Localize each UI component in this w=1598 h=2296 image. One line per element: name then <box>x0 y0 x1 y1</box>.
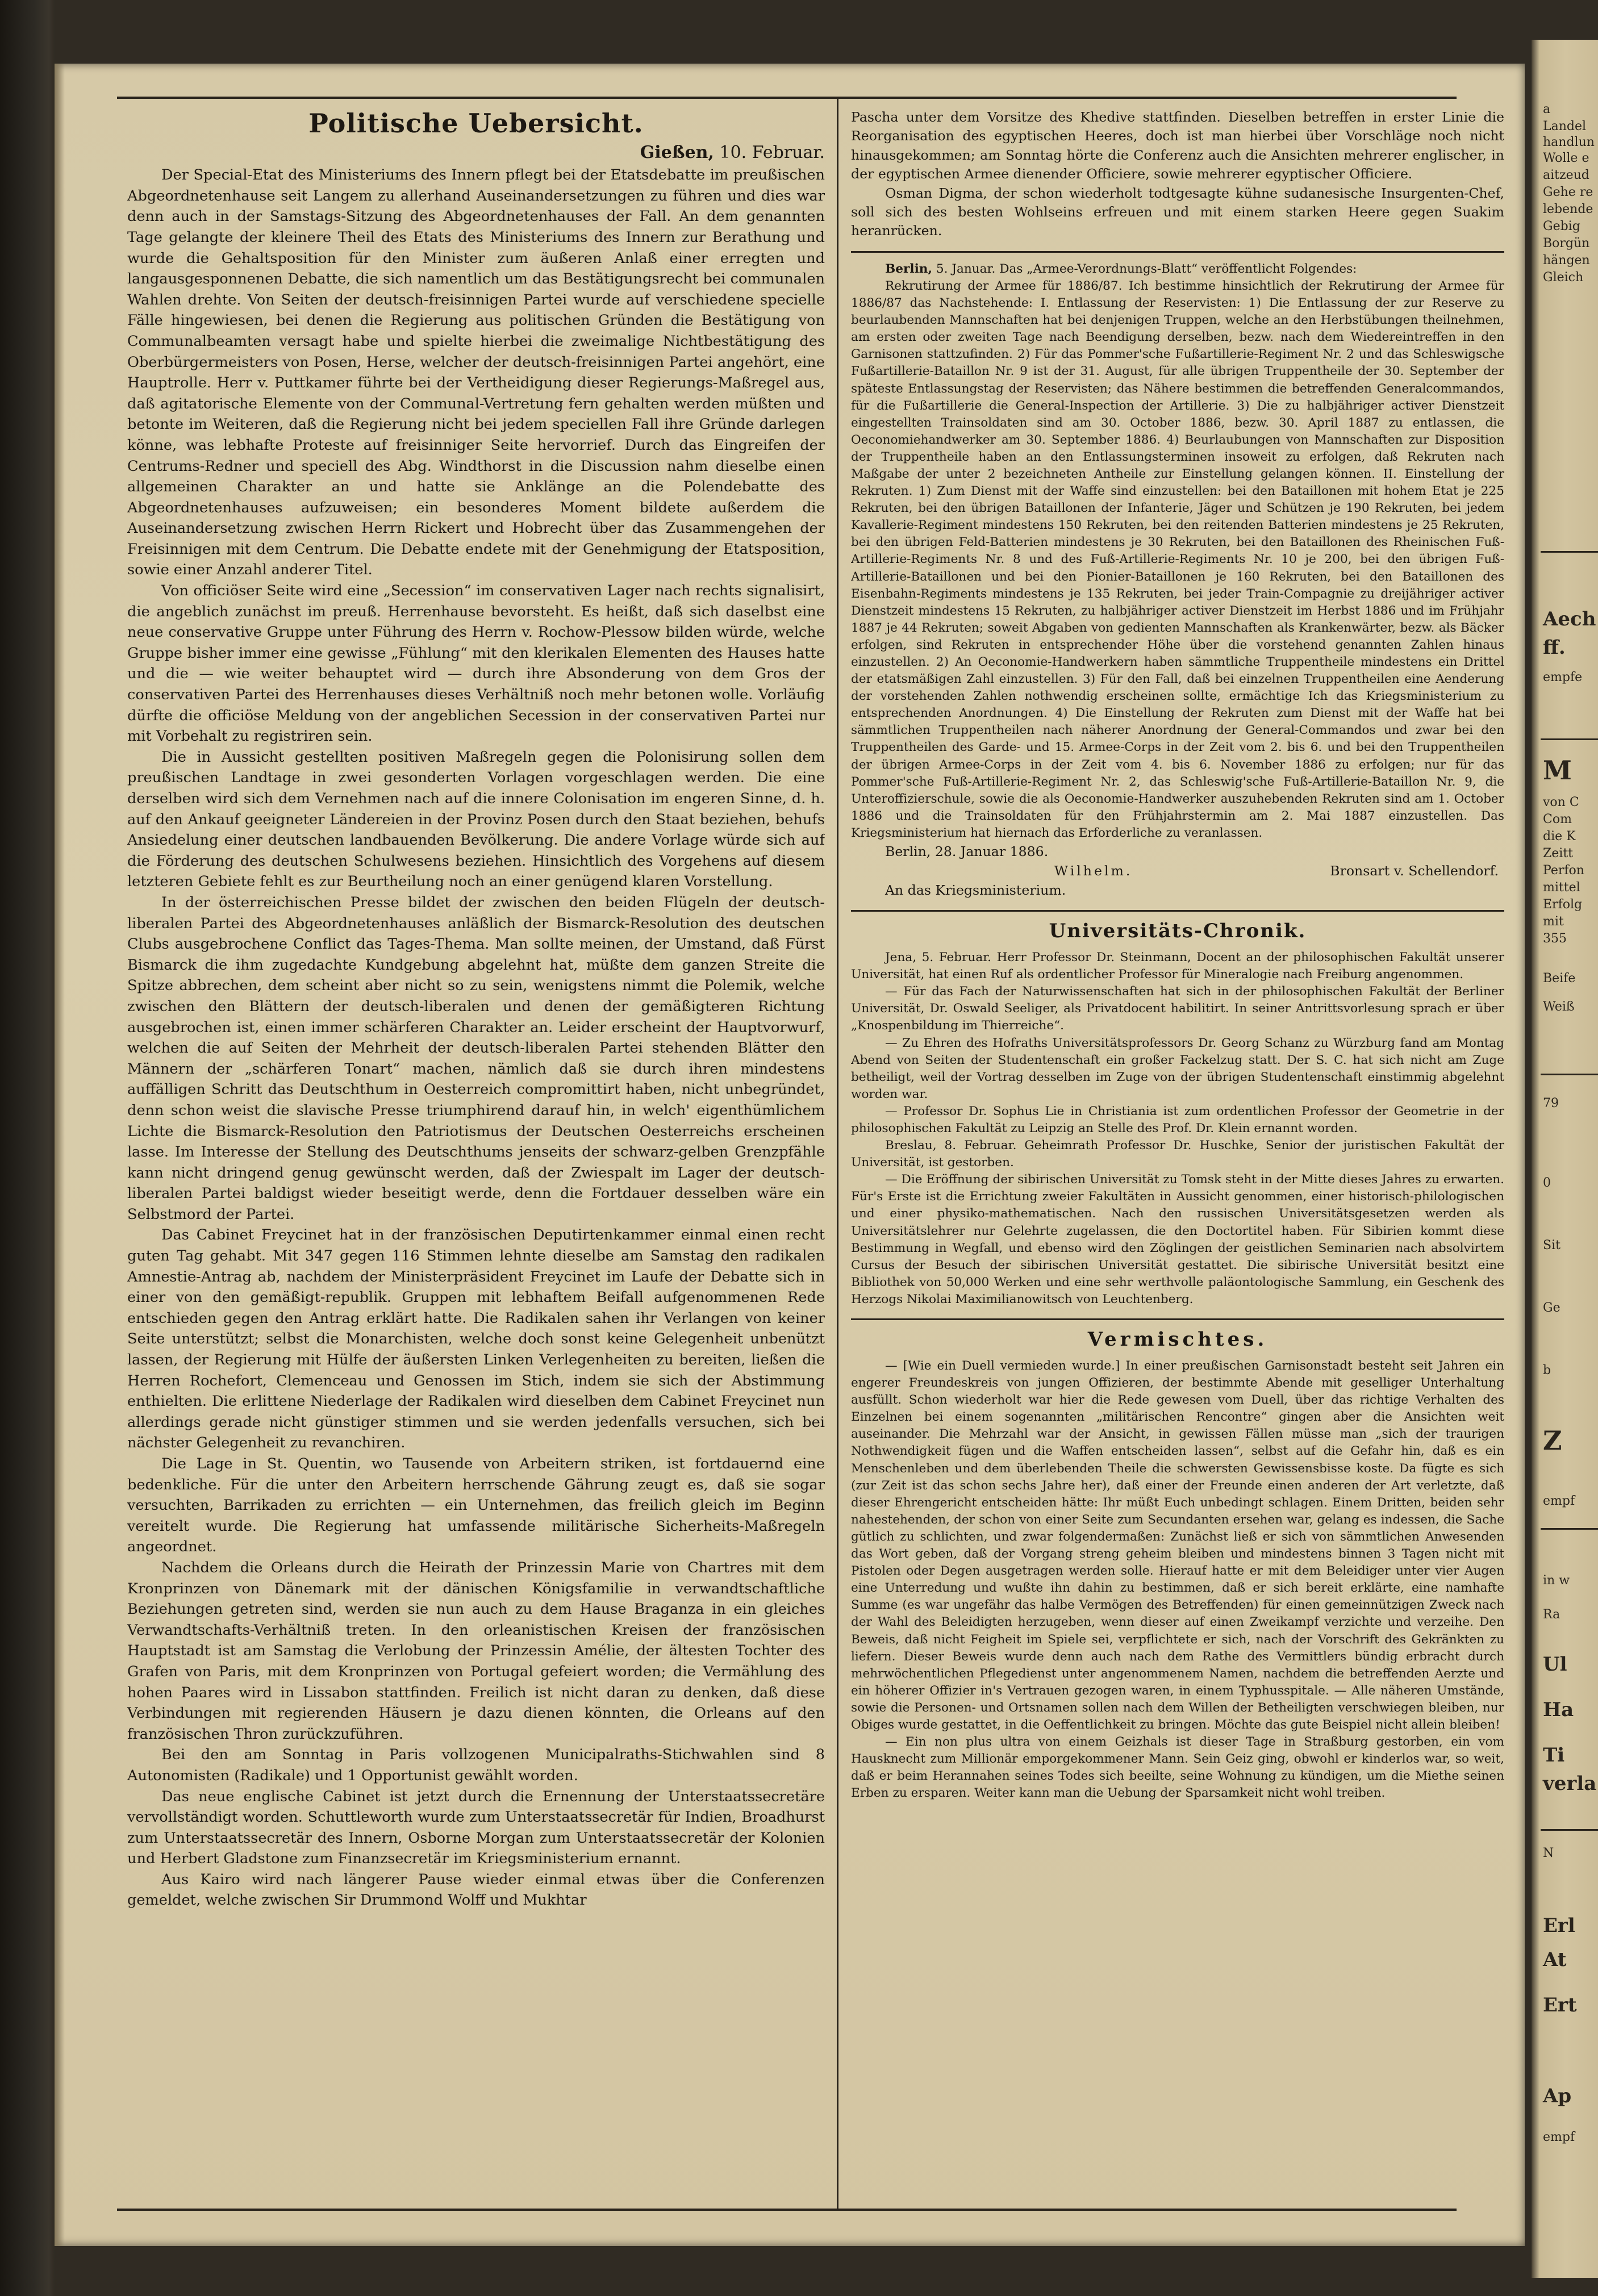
adjacent-page-fragment: empf <box>1543 1494 1575 1508</box>
adjacent-page-fragment: aitzeud <box>1543 168 1589 182</box>
top-rule <box>117 97 1457 99</box>
chronik-paragraph: — Für das Fach der Naturwissenschaften hat sich in der philosophischen Fakultät der Berliner Universität, Dr. Oswald Seeliger, als Privatdocent habilitirt. In seiner Antrittsvorlesung sprach er über „Knospenbildung im Thierreiche“. <box>851 984 1504 1033</box>
article-paragraph: Osman Digma, der schon wiederholt todtgesagte kühne sudanesische Insurgenten-Chef, soll sich des besten Wohlseins erfreuen und mit einem starken Heere gegen Suakim heranrücken. <box>851 185 1504 239</box>
adjacent-page-fragment: verla <box>1543 1772 1597 1795</box>
adjacent-page-fragment: M <box>1543 755 1572 786</box>
adjacent-page-rule <box>1541 1528 1598 1530</box>
adjacent-page-fragment: 79 <box>1543 1096 1559 1111</box>
adjacent-page-fragment: N <box>1543 1846 1554 1860</box>
dateline <box>127 143 825 162</box>
adjacent-page-rule <box>1541 1829 1598 1831</box>
decree-signature-emperor: Wilhelm. <box>1054 863 1133 879</box>
decree-place-date: Berlin, 28. Januar 1886. <box>885 844 1049 860</box>
adjacent-page-fragment: Z <box>1543 1425 1562 1456</box>
adjacent-page-fragment: lebende <box>1543 202 1593 216</box>
vermischtes-paragraph: — [Wie ein Duell vermieden wurde.] In einer preußischen Garnisonstadt besteht seit Jahren ein engerer Freundeskreis von jungen Offizieren, der bestimmte Abende mit geselliger Unterhaltung ausfüllt. Schon wiederholt war hier die Rede gewesen vom Duell, über das richtige Verhalten des Einzelnen bei einem sogenannten „militärischen Rencontre“ gingen aber die Ansichten weit auseinander. Die Mehrzahl war der Ansicht, in gewissen Fällen müsse man „sich der traurigen Nothwendigkeit fügen und die Waffen entscheiden lassen“, selbst auf die Gefahr hin, daß es ein Menschenleben und dem überlebenden Theile die schwersten Gewissensbisse koste. Da fügte es sich (zur Zeit ist das schon sechs Jahre her), daß einer der Freunde einen anderen der Art verletzte, daß dieser Ehrengericht entscheiden hätte: Ihr müßt Euch unbedingt schlagen. Einem Dritten, beiden sehr nahestehenden, der schon von einer Seite zum Secundanten ersehen war, gelang es indessen, die Sache gütlich zu schlichten, und zwar folgendermaßen: Zunächst ließ er sich von sämmtlichen Anwesenden das Wort geben, daß der Vorgang streng geheim bleiben und mindestens binnen 3 Tagen nicht mit Pistolen oder Degen ausgetragen werden solle. Hierauf hatte er mit dem Beleidiger unter vier Augen eine Unterredung und wußte ihn dahin zu bestimmen, daß er sich bereit erklärte, eine namhafte Summe (es war ungefähr das halbe Vermögen des Betreffenden) für einen gemeinnützigen Zweck nach der Wahl des Beleidigten herzugeben, wenn dieser auf einen Zweikampf verzichte und verzeihe. Den Beweis, daß nicht Feigheit im Spiele sei, verpflichtete er sich, nach der Vorschrift des Gekränkten zu liefern. Dieser Beweis wurde denn auch nach dem Rathe des Vermittlers bündig erbracht durch mehrwöchentlichen Pflegedienst unter angenommenem Namen, nachdem die betreffenden Aerzte und ein höherer Offizier in's Vertrauen gezogen waren, in einem Typhusspitale. — Alle näheren Umstände, sowie die Personen- und Ortsnamen sollen nach dem Willen der Betheiligten verschwiegen bleiben, nur Obiges wurde gestattet, in die Oeffentlichkeit zu bringen. Möchte das gute Beispiel nicht allein bleiben! <box>851 1359 1504 1732</box>
adjacent-page-fragment: von C <box>1543 795 1579 809</box>
article-paragraph: Die in Aussicht gestellten positiven Maßregeln gegen die Polonisirung sollen dem preußischen Landtage in zwei gesonderten Vorlagen vorgeschlagen werden. Die eine derselben wird sich dem Vernehmen nach auf die innere Colonisation im engeren Sinne, d. h. auf den Ankauf geeigneter Ländereien in der Provinz Posen durch den Staat beziehen, behufs Ansiedelung einer deutschen landbauenden Bevölkerung. Die andere Vorlage würde sich auf die Förderung des deutschen Schulwesens beziehen. Hinsichtlich des Vorgehens auf diesem letzteren Gebiete fehlt es zur Beurtheilung noch an einer genügend klaren Vorstellung. <box>127 748 825 891</box>
section-separator <box>851 251 1504 253</box>
article-paragraph: Nachdem die Orleans durch die Heirath der Prinzessin Marie von Chartres mit dem Kronprinzen von Dänemark mit der dänischen Königsfamilie in verwandtschaftliche Beziehungen getreten sind, werden sie nun auch zu dem Hause Braganza in ein gleiches Verwandtschafts-Verhältniß treten. In den orleanistischen Kreisen der französischen Hauptstadt ist am Samstag die Verlobung der Prinzessin Amélie, der ältesten Tochter des Grafen von Paris, mit dem Kronprinzen von Portugal gefeiert worden; die Vermählung des hohen Paares wird in Lissabon stattfinden. Freilich ist nicht daran zu denken, daß diese Verbindungen mit regierenden Häusern je dazu dienen könnten, die Orleans auf den französischen Thron zurückzuführen. <box>127 1559 825 1743</box>
adjacent-page-fragment: Erfolg <box>1543 897 1583 912</box>
chronik-paragraph: Jena, 5. Februar. Herr Professor Dr. Steinmann, Docent an der philosophischen Fakultät unserer Universität, hat einen Ruf als ordentlicher Professor für Mineralogie nach Freiburg angenommen. <box>851 950 1504 982</box>
adjacent-page-fragment: Gehe re <box>1543 185 1593 199</box>
adjacent-page-fragment: Wolle e <box>1543 151 1589 165</box>
adjacent-page-fragment: Sit <box>1543 1238 1561 1253</box>
chronik-paragraph: — Die Eröffnung der sibirischen Universität zu Tomsk steht in der Mitte dieses Jahres zu erwarten. Für's Erste ist die Errichtung zweier Fakultäten in Aussicht genommen, einer historisch-philologischen und einer physiko-mathematischen. Nach den russischen Universitätsgesetzen werden als Universitätslehrer nur Gelehrte zugelassen, die den Doctortitel haben. Für Sibirien kommt diese Bestimmung in Wegfall, und ebenso wird den Zöglingen der geistlichen Seminarien nach absolvirtem Cursus der Besuch der sibirischen Universität gestattet. Die sibirische Universität besitzt eine Bibliothek von 50,000 Werken und eine sehr werthvolle paläontologische Sammlung, ein Geschenk des Herzogs Nikolai Maximilianowitsch von Leuchtenberg. <box>851 1172 1504 1306</box>
article-paragraph: Das neue englische Cabinet ist jetzt durch die Ernennung der Unterstaatssecretäre vervollständigt worden. Schuttleworth wurde zum Unterstaatssecretär für Indien, Broadhurst zum Unterstaatssecretär des Innern, Osborne Morgan zum Unterstaatssecretär der Kolonien und Herbert Gladstone zum Finanzsecretär im Kriegsministerium ernannt. <box>127 1788 825 1868</box>
chronik-paragraph: — Zu Ehren des Hofraths Universitätsprofessors Dr. Georg Schanz zu Würzburg fand am Montag Abend von Seiten der Studentenschaft ein großer Fackelzug statt. Der S. C. hat sich nicht am Zuge betheiligt, weil der Vortrag desselben im Zuge von der übrigen Studentenschaft einstimmig abgelehnt worden war. <box>851 1036 1504 1101</box>
article-paragraph: Aus Kairo wird nach längerer Pause wieder einmal etwas über die Conferenzen gemeldet, welche zwischen Sir Drummond Wolff und Mukhtar <box>127 1871 825 1909</box>
article-paragraph: Das Cabinet Freycinet hat in der französischen Deputirtenkammer einmal einen recht guten Tag gehabt. Mit 347 gegen 116 Stimmen lehnte dieselbe am Samstag den radikalen Amnestie-Antrag ab, nachdem der Ministerpräsident Freycinet im Laufe der Debatte sich in einer von den gemäßigt-republik. Gruppen mit lebhaftem Beifall aufgenommenen Rede entschieden gegen den Antrag erklärt hatte. Die Radikalen sahen ihr Verlangen von keiner Seite unterstützt; selbst die Monarchisten, welche doch sonst keine Gelegenheit unbenützt lassen, der Regierung mit Hülfe der äußersten Linken Verlegenheiten zu bereiten, ließen die Herren Rochefort, Clemenceau und Genossen im Stich, indem sie sich der Abstimmung enthielten. Die erlittene Niederlage der Radikalen wird dieselben dem Cabinet Freycinet nun allerdings gerade nicht günstiger stimmen und sie werden jedenfalls versuchen, sich bei nächster Gelegenheit zu revanchiren. <box>127 1226 825 1452</box>
decree-addressee: An das Kriegsministerium. <box>885 882 1066 899</box>
newspaper-page <box>55 64 1525 2246</box>
adjacent-page-fragment: At <box>1543 1948 1567 1971</box>
adjacent-page-fragment: Beife <box>1543 971 1576 986</box>
section-separator <box>851 910 1504 912</box>
article-paragraph: In der österreichischen Presse bildet der zwischen den beiden Flügeln der deutsch-liberalen Partei des Abgeordnetenhauses anläßlich der Bismarck-Resolution des deutschen Clubs ausgebrochene Conflict das Tages-Thema. Man sollte meinen, der Umstand, daß Fürst Bismarck die ihm zugedachte Kundgebung abgelehnt hat, müßte dem ganzen Streite die Spitze abbrechen, dem scheint aber nicht so zu sein, wenigstens nimmt die Polemik, welche zwischen den Blättern der deutsch-liberalen und denen der gemäßigteren Richtung ausgebrochen ist, einen immer schärferen Charakter an. Leider erscheint der Hauptvorwurf, welchen die auf Seiten der Mehrheit der deutsch-liberalen Partei stehenden Blätter den Männern der „schärferen Tonart“ machen, nämlich daß sie durch ihren mindestens auffälligen Schritt das Deutschthum in Oesterreich compromittirt haben, nicht unbegründet, denn schon weist die slavische Presse triumphirend darauf hin, in welch' eigenthümlichem Lichte die Bismarck-Resolution den Patriotismus der Deutschen Oesterreichs erscheinen lasse. Im Interesse der Stellung des Deutschthums jenseits der schwarz-gelben Grenzpfähle kann nicht dringend genug gewünscht werden, daß der Zwiespalt im Lager der deutsch-liberalen Partei baldigst wieder beseitigt werde, denn die Fortdauer desselben wäre ein Selbstmord der Partei. <box>127 894 825 1223</box>
adjacent-page-fragment: Ge <box>1543 1301 1561 1315</box>
adjacent-page-fragment: Borgün <box>1543 236 1590 251</box>
adjacent-page-rule <box>1541 738 1598 740</box>
adjacent-page-fragment: handlun <box>1543 135 1595 149</box>
adjacent-page-fragment: mit <box>1543 915 1564 929</box>
column-rule <box>837 97 838 2211</box>
chronik-paragraph: Breslau, 8. Februar. Geheimrath Professor Dr. Huschke, Senior der juristischen Fakultät der Universität, ist gestorben. <box>851 1138 1504 1170</box>
article-continuation: Pascha unter dem Vorsitze des Khedive stattfinden. Dieselben betreffen in erster Linie die Reorganisation des egyptischen Heeres, doch ist man hierbei über Vorschläge noch nicht hinausgekommen; am Sonntag hörte die Conferenz auch die Ansichten mehrerer englischer, in der egyptischen Armee dienender Officiere, sowie mehrerer egyptischer Officiere. <box>851 109 1504 182</box>
section-separator <box>851 1318 1504 1320</box>
chronik-paragraph: — Professor Dr. Sophus Lie in Christiania ist zum ordentlichen Professor der Geometrie in der philosophischen Fakultät zu Leipzig an Stelle des Prof. Dr. Klein ernannt worden. <box>851 1104 1504 1136</box>
adjacent-page-fragment: a <box>1543 102 1551 116</box>
adjacent-page-fragment: Com <box>1543 812 1572 826</box>
adjacent-page-fragment: Ap <box>1543 2085 1572 2107</box>
adjacent-page-fragment: mittel <box>1543 880 1580 895</box>
berlin-intro-text: 5. Januar. Das „Armee-Verordnungs-Blatt“ veröffentlicht Folgendes: <box>936 261 1357 276</box>
adjacent-page-fragment: Landel <box>1543 119 1587 133</box>
adjacent-page-fragment: b <box>1543 1363 1551 1377</box>
adjacent-page-fragment: Perfon <box>1543 863 1584 878</box>
adjacent-page-strip <box>1532 40 1598 2278</box>
adjacent-page-fragment: empfe <box>1543 670 1583 684</box>
berlin-decree: Rekrutirung der Armee für 1886/87. Ich bestimme hinsichtlich der Rekrutirung der Armee für 1886/87 das Nachstehende: I. Entlassung der Reservisten: 1) Die Entlassung der zur Reserve zu beurlaubenden Mannschaften hat bei denjenigen Truppen, welche an den Herbstübungen theilnehmen, am ersten oder zweiten Tage nach Beendigung derselben, bezw. nach dem Wiedereintreffen in den Garnisonen stattzufinden. 2) Für das Pommer'sche Fußartillerie-Regiment Nr. 2 und das Schleswigsche Fußartillerie-Bataillon Nr. 9 ist der 31. August, für alle übrigen Truppentheile der 30. September der späteste Entlassungstag der Reservisten; das Nähere bestimmen die betreffenden Generalcommandos, für die Fußartillerie die General-Inspection der Artillerie. 3) Die zu halbjähriger activer Dienstzeit eingestellten Trainsoldaten sind am 30. October 1886, bezw. 30. April 1887 zu entlassen, die Oeconomiehandwerker am 30. September 1886. 4) Beurlaubungen von Mannschaften zur Disposition der Truppentheile haben an den Entlassungsterminen insoweit zu erfolgen, daß Rekruten nach Maßgabe der unter 2 bezeichneten Antheile zur Einstellung gelangen können. II. Einstellung der Rekruten. 1) Zum Dienst mit der Waffe sind einzustellen: bei den Bataillonen mit hohem Etat je 225 Rekruten, bei den übrigen Bataillonen der Infanterie, Jäger und Schützen je 190 Rekruten, bei jedem Kavallerie-Regiment mindestens 150 Rekruten, bei den reitenden Batterien mindestens je 25 Rekruten, bei den übrigen Feld-Batterien mindestens je 30 Rekruten, bei den Bataillonen des Rheinischen Fuß-Artillerie-Regiments Nr. 8 und des Fuß-Artillerie-Regiments Nr. 10 je 200, bei den übrigen Fuß-Artillerie-Bataillonen und bei den Pionier-Bataillonen je 160 Rekruten, bei den Bataillonen des Eisenbahn-Regiments mindestens je 135 Rekruten, bei jeder Train-Compagnie zu dreijähriger activer Dienstzeit mindestens 15 Rekruten, zu halbjähriger activer Dienstzeit im Herbst 1886 und im Frühjahr 1887 je 44 Rekruten; soweit Abgaben von gedienten Mannschaften als Krankenwärter, bezw. als Bäcker erfolgen, sind Rekruten in entsprechender Höhe über die vorstehend genannten Zahlen hinaus einzustellen. 2) An Oeconomie-Handwerkern haben sämmtliche Truppentheile mindestens ein Drittel der etatsmäßigen Zahl einzustellen. 3) Für den Fall, daß bei einzelnen Truppentheilen eine Aenderung der vorstehenden Zahlen nothwendig erscheinen sollte, ermächtige Ich das Kriegsministerium zu entsprechenden Anordnungen. 4) Die Einstellung der Rekruten zum Dienst mit der Waffe hat bei sämmtlichen Truppentheilen nach näherer Anordnung der General-Commandos und zwar bei den Truppentheilen des Garde- und 15. Armee-Corps in der Zeit vom 2. bis 6. und bei den Truppentheilen der übrigen Armee-Corps in der Zeit vom 4. bis 6. November 1886 zu erfolgen; nur für das Pommer'sche Fuß-Artillerie-Regiment Nr. 2, das Schleswig'sche Fuß-Artillerie-Bataillon Nr. 9, die Unteroffizierschule, sowie die als Oeconomie-Handwerker auszuhebenden Rekruten sind am 1. October 1886 und die Trainsoldaten für den Frühjahrstermin am 2. Mai 1887 einzustellen. Das Kriegsministerium hat hiernach das Erforderliche zu veranlassen. <box>851 278 1504 840</box>
adjacent-page-fragment: 0 <box>1543 1176 1551 1190</box>
adjacent-page-fragment: empf <box>1543 2130 1575 2144</box>
adjacent-page-fragment: Ha <box>1543 1698 1574 1721</box>
decree-countersignature: Bronsart v. Schellendorf. <box>1330 863 1499 879</box>
dateline-place: Gießen, <box>640 143 714 163</box>
adjacent-page-fragment: in w <box>1543 1573 1570 1588</box>
adjacent-page-fragment: ff. <box>1543 636 1566 659</box>
berlin-place: Berlin, <box>885 261 932 276</box>
article-paragraph: Bei den am Sonntag in Paris vollzogenen Municipalraths-Stichwahlen sind 8 Autonomisten (Radikale) und 1 Opportunist gewählt worden. <box>127 1746 825 1784</box>
article-paragraph: Der Special-Etat des Ministeriums des Innern pflegt bei der Etatsdebatte im preußischen Abgeordnetenhause seit Langem zu allerhand Auseinandersetzungen zu führen und dies war denn auch in der Samstags-Sitzung des Abgeordnetenhauses der Fall. An dem genannten Tage gelangte der kleinere Theil des Etats des Ministeriums des Innern zur Berathung und wurde die Gehaltsposition für den Minister zum äußeren Anlaß einer erregten und langausgesponnenen Debatte, die sich namentlich um das Bestätigungsrecht bei communalen Wahlen drehte. Von Seiten der deutsch-freisinnigen Partei wurde auf verschiedene specielle Fälle hingewiesen, bei denen die Regierung aus politischen Gründen die Bestätigung von Communalbeamten versagt habe und spielte hierbei die zweimalige Nichtbestätigung des Oberbürgermeisters von Posen, Herse, welcher der deutsch-freisinnigen Partei angehört, eine Hauptrolle. Herr v. Puttkamer führte bei der Vertheidigung dieser Regierungs-Maßregel aus, daß agitatorische Elemente von der Communal-Vertretung fern gehalten werden müßten und betonte im Weiteren, daß die Regierung nicht bei jedem speciellen Fall ihre Gründe darlegen könne, was lebhafte Proteste auf freisinniger Seite hervorrief. Durch das Eingreifen der Centrums-Redner und speciell des Abg. Windthorst in die Discussion nahm dieselbe einen allgemeinen Charakter an und hatte sie Anklänge an die Polendebatte des Abgeordnetenhauses aufzuweisen; ein besonderes Moment bildete außerdem die Auseinandersetzung zwischen Herrn Rickert und Hobrecht über das Zusammengehen der Freisinnigen mit dem Centrum. Die Debatte endete mit der Genehmigung der Etatsposition, sowie einer Anzahl anderer Titel. <box>127 166 825 579</box>
adjacent-page-fragment: Erl <box>1543 1914 1575 1937</box>
adjacent-page-fragment: Aech <box>1543 608 1596 631</box>
section-title-universitaets-chronik: Universitäts-Chronik. <box>1049 920 1307 943</box>
adjacent-page-fragment: Ti <box>1543 1744 1565 1767</box>
bottom-rule <box>117 2209 1457 2211</box>
adjacent-page-fragment: hängen <box>1543 253 1590 268</box>
right-column <box>851 108 1504 2204</box>
adjacent-page-rule <box>1541 1074 1598 1075</box>
adjacent-page-rule <box>1541 551 1598 553</box>
adjacent-page-fragment: Ra <box>1543 1608 1561 1622</box>
adjacent-page-fragment: die K <box>1543 829 1576 844</box>
section-title-politische-uebersicht: Politische Uebersicht. <box>308 108 644 139</box>
article-paragraph: Von officiöser Seite wird eine „Secession“ im conservativen Lager nach rechts signalisirt, die angeblich zunächst im preuß. Herrenhause bevorsteht. Es heißt, daß sich daselbst eine neue conservative Gruppe unter Führung des Herrn v. Rochow-Plessow bilden würde, welche Gruppe bisher immer eine gewisse „Fühlung“ mit den klerikalen Elementen des Hauses hatte und die — wie weiter behauptet wird — durch ihre Absonderung von dem Gros der conservativen Partei des Herrenhauses dieses Verhältniß noch mehr betonen wolle. Vorläufig dürfte die officiöse Meldung von der angeblichen Secession in der conservativen Partei nur mit Vorbehalt zu registriren sein. <box>127 582 825 745</box>
adjacent-page-fragment: 355 <box>1543 932 1567 946</box>
article-paragraph: Die Lage in St. Quentin, wo Tausende von Arbeitern striken, ist fortdauernd eine bedenkliche. Für die unter den Arbeitern herrschende Gährung zeugt es, daß sie sogar versuchten, Barrikaden zu errichten — ein Unternehmen, das freilich gleich im Beginn vereitelt wurde. Die Regierung hat umfassende militärische Sicherheits-Maßregeln angeordnet. <box>127 1455 825 1556</box>
adjacent-page-fragment: Ul <box>1543 1653 1567 1676</box>
adjacent-page-fragment: Zeitt <box>1543 846 1574 861</box>
berlin-intro <box>851 261 1504 278</box>
section-title-vermischtes: Vermischtes. <box>1087 1328 1268 1351</box>
dateline-date: 10. Februar. <box>719 143 825 163</box>
left-column <box>127 108 825 2204</box>
adjacent-page-fragment: Gleich <box>1543 270 1584 285</box>
adjacent-page-fragment: Gebig <box>1543 219 1580 233</box>
adjacent-page-fragment: Ert <box>1543 1994 1577 2017</box>
adjacent-page-fragment: Weiß <box>1543 1000 1575 1014</box>
decree-signatures <box>857 861 1499 880</box>
vermischtes-paragraph: — Ein non plus ultra von einem Geizhals ist dieser Tage in Straßburg gestorben, ein vom Hausknecht zum Millionär emporgekommener Mann. Sein Geiz ging, obwohl er kinderlos war, so weit, daß er beim Herannahen seines Todes sich beeilte, seine Wohnung zu kündigen, um die Miethe seinen Erben zu ersparen. Weiter kann man die Uebung der Sparsamkeit nicht wohl treiben. <box>851 1735 1504 1801</box>
